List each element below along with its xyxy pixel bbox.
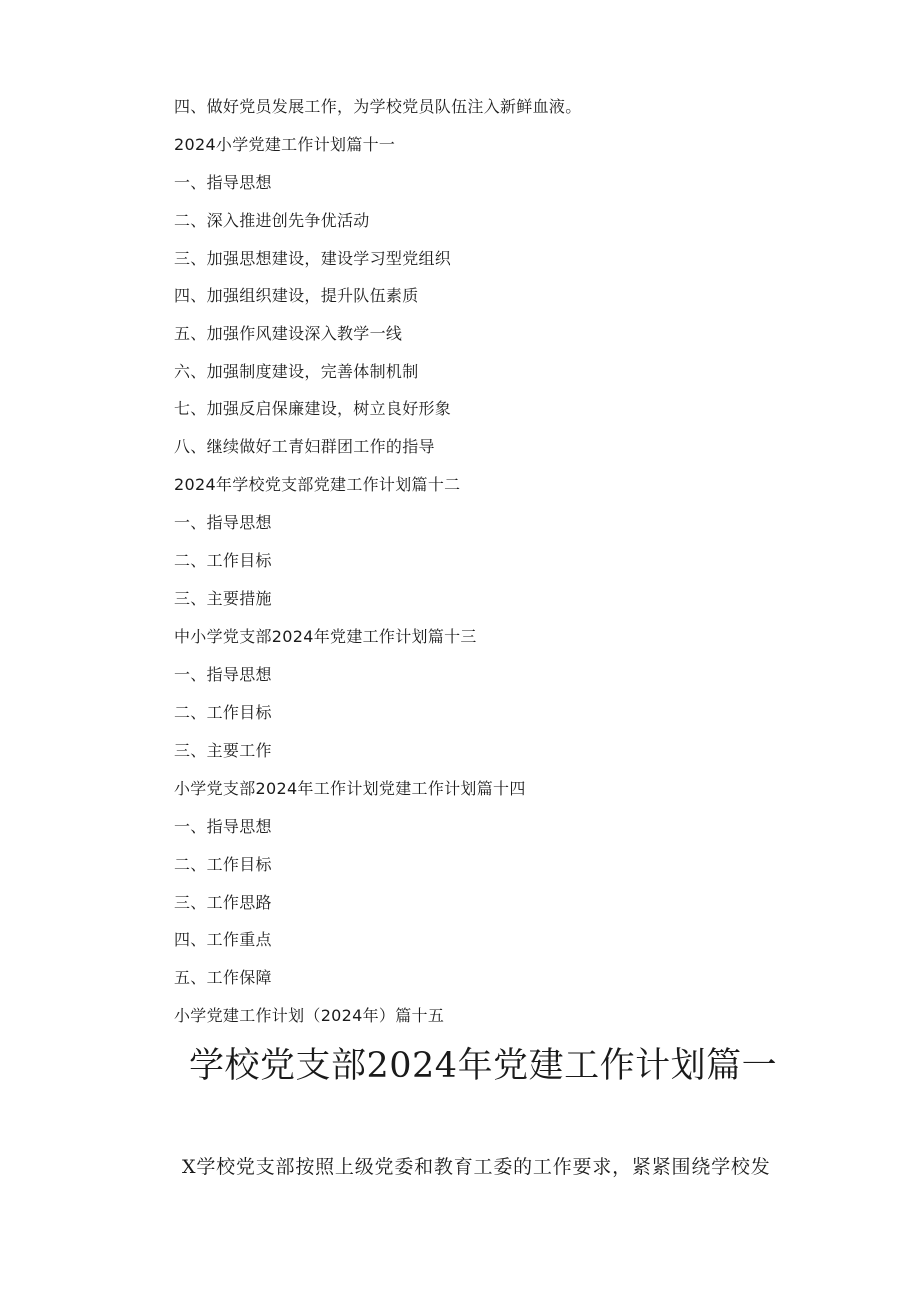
section-heading: 小学党建工作计划（2024年）篇十五: [174, 1006, 445, 1025]
text-line: 五、工作保障: [174, 968, 272, 987]
text-line: 三、加强思想建设，建设学习型党组织: [174, 249, 452, 268]
text-line: 五、加强作风建设深入教学一线: [174, 324, 403, 343]
text-line: 一、指导思想: [174, 665, 272, 684]
text-line: 二、工作目标: [174, 855, 272, 874]
text-line: 八、继续做好工青妇群团工作的指导: [174, 437, 435, 456]
section-heading: 2024年学校党支部党建工作计划篇十二: [174, 475, 461, 494]
text-line: 二、工作目标: [174, 551, 272, 570]
text-line: 三、主要工作: [174, 741, 272, 760]
text-line: 六、加强制度建设，完善体制机制: [174, 362, 419, 381]
text-line: 四、工作重点: [174, 930, 272, 949]
text-line: 二、深入推进创先争优活动: [174, 211, 370, 230]
text-line: 三、工作思路: [174, 893, 272, 912]
body-paragraph: X学校党支部按照上级党委和教育工委的工作要求，紧紧围绕学校发: [182, 1156, 771, 1178]
text-line: 一、指导思想: [174, 817, 272, 836]
text-line: 一、指导思想: [174, 173, 272, 192]
text-line: 二、工作目标: [174, 703, 272, 722]
text-line: 七、加强反启保廉建设，树立良好形象: [174, 399, 452, 418]
section-heading: 2024小学党建工作计划篇十一: [174, 135, 396, 154]
section-heading: 小学党支部2024年工作计划党建工作计划篇十四: [174, 779, 526, 798]
text-line: 四、做好党员发展工作，为学校党员队伍注入新鲜血液。: [174, 97, 582, 116]
main-title: 学校党支部2024年党建工作计划篇一: [189, 1046, 778, 1086]
text-line: 四、加强组织建设，提升队伍素质: [174, 286, 419, 305]
text-line: 三、主要措施: [174, 589, 272, 608]
section-heading: 中小学党支部2024年党建工作计划篇十三: [174, 627, 477, 646]
text-line: 一、指导思想: [174, 513, 272, 532]
